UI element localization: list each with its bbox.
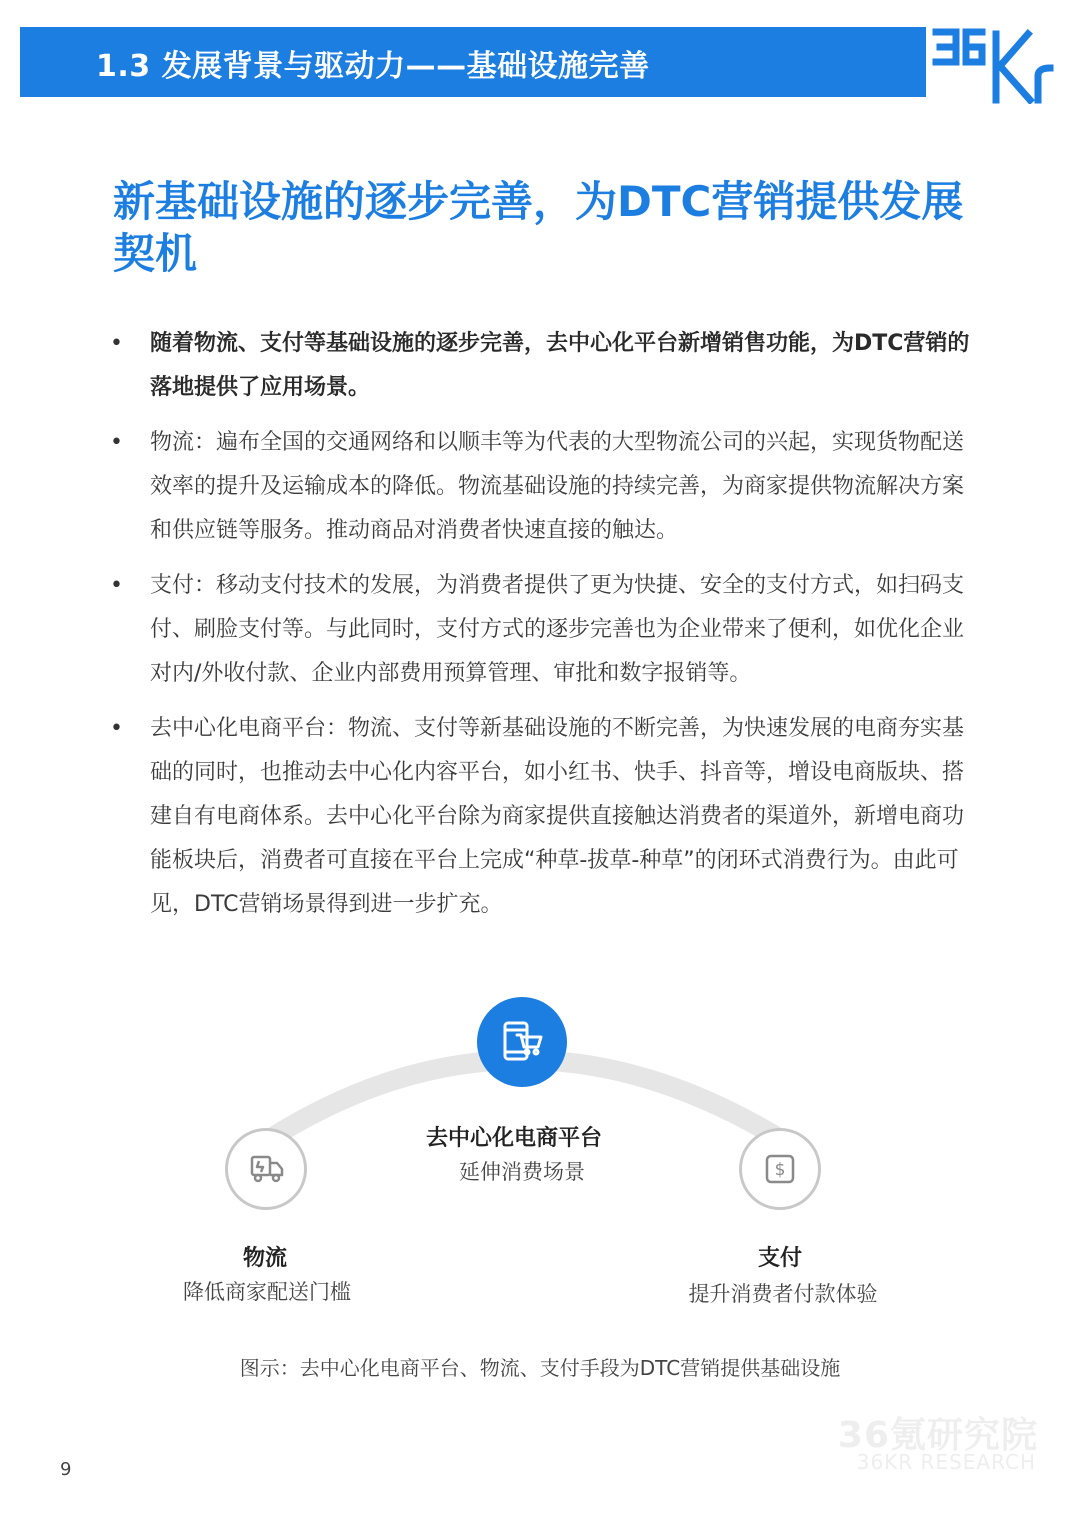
- infrastructure-diagram: [0, 990, 1080, 1320]
- watermark-subtitle: 36KR RESEARCH: [856, 1450, 1036, 1474]
- bullet-text: 去中心化电商平台：物流、支付等新基础设施的不断完善，为快速发展的电商夯实基础的同时，也推动去中心化内容平台，如小红书、快手、抖音等，增设电商版块、搭建自有电商体系。去中心化平台除为商家提供直接触达消费者的渠道外，新增电商功能板块后，消费者可直接在平台上完成“种草-拔草-种草”的闭环式消费行为。由此可见，DTC营销场景得到进一步扩充。: [150, 716, 965, 917]
- bullet-marker: •: [110, 331, 123, 356]
- bullet-marker: •: [110, 573, 123, 598]
- bullet-item-payment: [108, 564, 978, 696]
- section-title: 1.3 发展背景与驱动力——基础设施完善: [96, 49, 650, 84]
- center-node-circle: [477, 997, 567, 1087]
- bullet-marker: •: [110, 430, 123, 455]
- bullet-marker: •: [110, 716, 123, 741]
- center-node-subtitle: 延伸消费场景: [459, 1160, 585, 1184]
- logistics-node-circle: [225, 1128, 307, 1210]
- bullet-item-logistics: [108, 421, 978, 553]
- payment-node-circle: [739, 1128, 821, 1210]
- dollar-symbol: $: [774, 1160, 786, 1180]
- bullet-item-summary: [108, 322, 978, 410]
- 36kr-logo: [926, 20, 1060, 104]
- logistics-node-subtitle: 降低商家配送门槛: [183, 1280, 351, 1304]
- bullet-text: 随着物流、支付等基础设施的逐步完善，去中心化平台新增销售功能，为DTC营销的落地提供了应用场景。: [150, 331, 970, 400]
- mobile-cart-icon: [477, 997, 567, 1087]
- center-node-title: 去中心化电商平台: [425, 1126, 602, 1151]
- bullet-text: 支付：移动支付技术的发展，为消费者提供了更为快捷、安全的支付方式，如扫码支付、刷脸支付等。与此同时，支付方式的逐步完善也为企业带来了便利，如优化企业对内/外收付款、企业内部费用预算管理、审批和数字报销等。: [150, 573, 965, 686]
- main-heading: 新基础设施的逐步完善，为DTC营销提供发展契机: [113, 177, 964, 278]
- bullet-text: 物流：遍布全国的交通网络和以顺丰等为代表的大型物流公司的兴起，实现货物配送效率的提升及运输成本的降低。物流基础设施的持续完善，为商家提供物流解决方案和供应链等服务。推动商品对消费者快速直接的触达。: [150, 430, 965, 543]
- bullet-list: [108, 322, 978, 938]
- bullet-item-platform: [108, 707, 978, 927]
- dollar-payment-icon: [742, 1131, 818, 1207]
- page-number: 9: [60, 1459, 72, 1480]
- header-bar: [20, 27, 1060, 97]
- payment-node-subtitle: 提升消费者付款体验: [688, 1282, 878, 1306]
- figure-caption: 图示：去中心化电商平台、物流、支付手段为DTC营销提供基础设施: [239, 1356, 841, 1380]
- watermark-title: 36氪研究院: [837, 1415, 1038, 1456]
- delivery-truck-icon: [228, 1131, 304, 1207]
- payment-node-title: 支付: [757, 1246, 802, 1271]
- logistics-node-title: 物流: [242, 1246, 287, 1271]
